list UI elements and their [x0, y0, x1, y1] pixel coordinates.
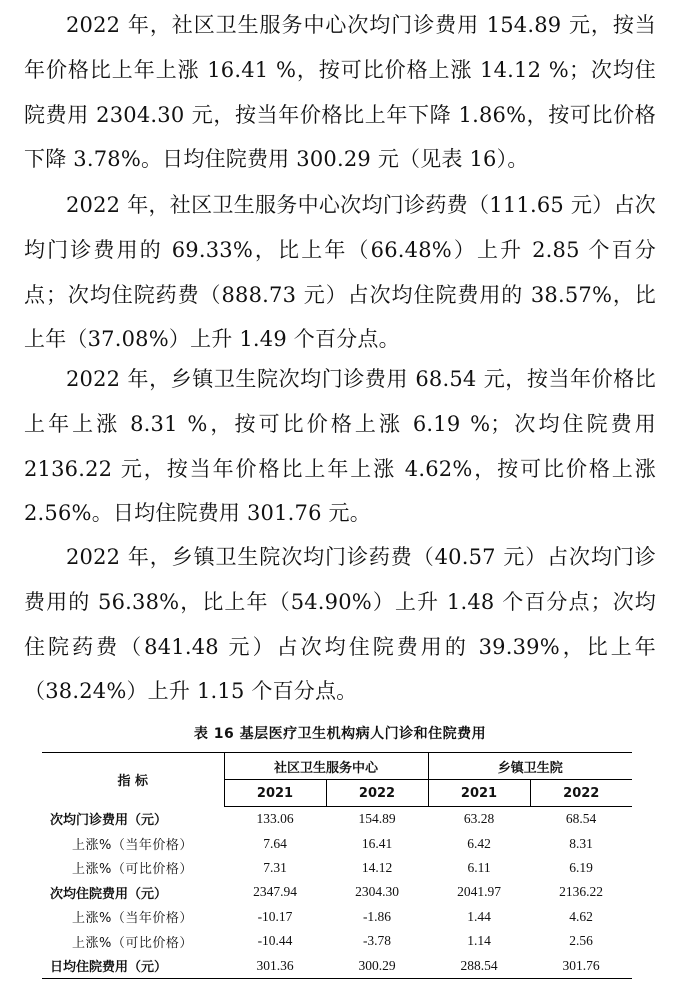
table-cell: 2.56 — [569, 933, 593, 949]
table-cell: 2136.22 — [559, 884, 603, 900]
year-header: 2022 — [530, 780, 632, 807]
table-cell: 1.44 — [467, 908, 491, 924]
table-row — [42, 905, 632, 929]
table-cell: 2041.97 — [457, 884, 501, 900]
paragraph-township-drug-cost: 2022 年，乡镇卫生院次均门诊药费（40.57 元）占次均门诊费用的 56.38%，比上年（54.90%）上升 1.48 个百分点；次均住院药费（841.48 元）占次均住院费用的 39.39%，比上年（38.24%）上升 1.15 个百分点。 — [24, 545, 656, 704]
paragraph-township-outpatient-cost: 2022 年，乡镇卫生院次均门诊费用 68.54 元，按当年价格比上年上涨 8.31 %，按可比价格上涨 6.19 %；次均住院费用 2136.22 元，按当年价格比上年上涨 4.62%，按可比价格上涨 2.56%。日均住院费用 301.76 元。 — [24, 367, 656, 526]
row-label: 上涨%（当年价格） — [72, 838, 193, 854]
table-title: 表 16 基层医疗卫生机构病人门诊和住院费用 — [193, 726, 487, 742]
group-header-community: 社区卫生服务中心 — [224, 753, 428, 780]
table-cell: 6.19 — [569, 859, 593, 875]
table-cell: 301.36 — [224, 953, 326, 978]
index-header: 指 标 — [42, 753, 224, 807]
year-header: 2021 — [224, 780, 326, 807]
table-cell: 7.31 — [263, 859, 287, 875]
table-row — [42, 880, 632, 904]
year-header: 2022 — [326, 780, 428, 807]
table-row — [42, 856, 632, 880]
row-label: 日均住院费用（元） — [42, 953, 224, 978]
table-cell: -10.44 — [257, 933, 293, 949]
table-cell: 301.76 — [530, 953, 632, 978]
table-cell: 300.29 — [326, 953, 428, 978]
table-row — [42, 953, 632, 978]
year-header: 2021 — [428, 780, 530, 807]
table-cell: -10.17 — [257, 908, 293, 924]
cost-table — [42, 752, 632, 979]
row-label: 上涨%（可比价格） — [72, 862, 193, 878]
table-cell: 154.89 — [358, 811, 396, 827]
table-cell: 7.64 — [263, 835, 287, 851]
table-cell: 288.54 — [428, 953, 530, 978]
table-cell: 6.11 — [467, 859, 491, 875]
table-cell: 14.12 — [361, 859, 393, 875]
table-cell: 6.42 — [467, 835, 491, 851]
table-cell: -3.78 — [362, 933, 392, 949]
table-row — [42, 929, 632, 953]
table-cell: 1.14 — [467, 933, 491, 949]
row-label: 次均门诊费用（元） — [50, 813, 168, 829]
row-label: 次均住院费用（元） — [50, 886, 168, 902]
group-header-township: 乡镇卫生院 — [428, 753, 632, 780]
row-label: 上涨%（可比价格） — [72, 935, 193, 951]
table-cell: 2347.94 — [253, 884, 297, 900]
table-cell: 63.28 — [463, 811, 495, 827]
paragraph-community-drug-cost: 2022 年，社区卫生服务中心次均门诊药费（111.65 元）占次均门诊费用的 69.33%，比上年（66.48%）上升 2.85 个百分点；次均住院药费（888.73 元）占次均住院费用的 38.57%，比上年（37.08%）上升 1.49 个百分点。 — [24, 193, 656, 352]
row-label: 上涨%（当年价格） — [72, 911, 193, 927]
table-row — [42, 831, 632, 855]
table-cell: 133.06 — [256, 811, 294, 827]
table-row — [42, 807, 632, 832]
table-cell: 16.41 — [361, 835, 393, 851]
table-cell: 2304.30 — [355, 884, 399, 900]
paragraph-community-outpatient-cost: 2022 年，社区卫生服务中心次均门诊费用 154.89 元，按当年价格比上年上涨 16.41 %，按可比价格上涨 14.12 %；次均住院费用 2304.30 元，按当年价格比上年下降 1.86%，按可比价格下降 3.78%。日均住院费用 300.29 元（见表 16）。 — [24, 13, 656, 172]
table-cell: 4.62 — [569, 908, 593, 924]
table-cell: 8.31 — [569, 835, 593, 851]
table-cell: 68.54 — [565, 811, 597, 827]
table-cell: -1.86 — [362, 908, 392, 924]
